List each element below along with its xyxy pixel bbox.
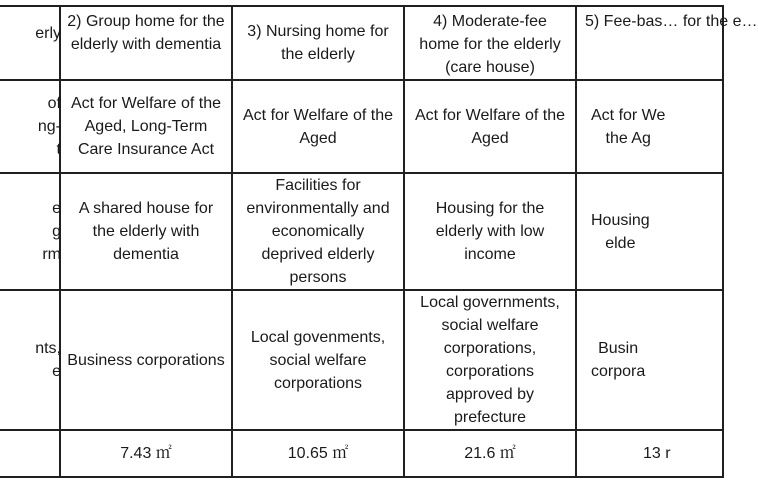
cell-text: Business corporations: [67, 351, 225, 369]
cell-text: nts, e: [35, 340, 61, 380]
cell-text: 21.6 ㎡: [464, 445, 516, 462]
table-cell: [576, 430, 723, 477]
table-cell: [60, 80, 232, 173]
table-cell: [576, 290, 723, 430]
cell-text: Act for We the Ag: [591, 106, 666, 147]
table-cell: [576, 80, 723, 173]
header-cell-group-home: [60, 6, 232, 80]
table-cell: [404, 80, 576, 173]
cell-text: of ng- t: [37, 95, 61, 158]
table-container: [0, 5, 758, 471]
cell-text: Act for Welfare of the Aged, Long-Term Care Insurance Act: [71, 95, 221, 158]
header-cell-1: [0, 6, 60, 80]
header-label-moderate-fee-home: 4) Moderate-fee home for the elderly (care house): [419, 13, 561, 76]
table-cell: [404, 430, 576, 477]
cell-text: Act for Welfare of the Aged: [415, 106, 565, 147]
header-cell-moderate-fee-home: [404, 6, 576, 80]
elderly-care-facility-table: [0, 5, 758, 478]
table-cell: [232, 173, 404, 290]
cell-text: Act for Welfare of the Aged: [243, 106, 393, 147]
table-cell: [404, 173, 576, 290]
cell-text: Local govenments, social welfare corporations: [250, 328, 386, 392]
table-cell: [404, 290, 576, 430]
table-cell: [60, 290, 232, 430]
header-label-fee-based-home: 5) Fee-bas… for the e…: [585, 13, 758, 30]
header-cell-fee-based-home: [576, 6, 758, 80]
table-cell: [60, 430, 232, 477]
cell-text: Local governments, social welfare corporations, corporations approved by prefecture: [420, 294, 560, 426]
table-cell: [232, 290, 404, 430]
cell-text: Housing for the elderly with low income: [435, 200, 545, 263]
table-cell: [576, 173, 723, 290]
table-cell: [60, 173, 232, 290]
header-label-1: erly: [35, 25, 61, 42]
table-cell: [0, 80, 60, 173]
table-row-operator: [0, 290, 723, 430]
table-cell: [0, 290, 60, 430]
table-cell: [232, 80, 404, 173]
header-row: [0, 6, 723, 80]
cell-text: Housing elde: [591, 211, 650, 252]
header-cell-nursing-home: [232, 6, 404, 80]
cell-text: 7.43 ㎡: [120, 445, 172, 462]
header-label-nursing-home: 3) Nursing home for the elderly: [247, 23, 389, 63]
table-cell: [0, 173, 60, 290]
cell-text: Busin corpora: [591, 340, 646, 380]
table-cell: [232, 430, 404, 477]
table-row-law: [0, 80, 723, 173]
table-cell: [0, 430, 60, 477]
header-label-group-home: 2) Group home for the elderly with dementia: [67, 13, 225, 53]
cell-text: e g rm: [42, 200, 61, 263]
cell-text: Facilities for environmentally and economically deprived elderly persons: [246, 177, 390, 286]
cell-text: 10.65 ㎡: [287, 445, 349, 462]
table-row-purpose: [0, 173, 723, 290]
cell-text: A shared house for the elderly with dementia: [78, 200, 214, 263]
table-row-area: [0, 430, 723, 477]
cell-text: 13 r: [643, 445, 671, 462]
